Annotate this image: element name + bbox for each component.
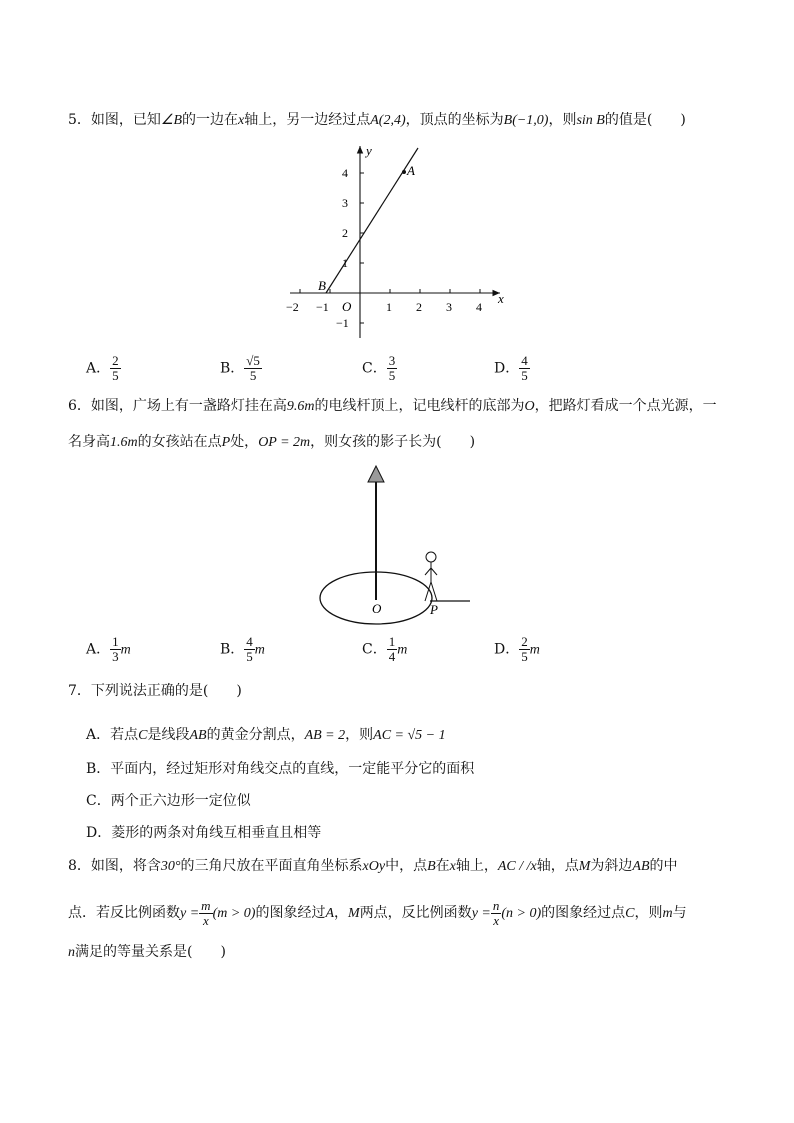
q8-stem-line2: 点．若反比例函数y = $\frac{m}{x}$ (m > 0)的图象经过A，M两点，反比例函数y = $\frac{n}{x}$ (n > 0)的图象经过点C，则m与 — [68, 897, 687, 928]
q5-sinb: sin B — [576, 113, 605, 128]
q7-stem: 7．下列说法正确的是( ) — [68, 683, 242, 699]
q5-text: 如图，已知 — [90, 112, 161, 128]
q5-option-c[interactable]: C． $\frac{3}{5}$ — [362, 353, 396, 383]
q5-label-origin: O — [342, 299, 352, 314]
q5-xtick: −1 — [316, 300, 329, 314]
q5-xtick: −2 — [286, 300, 299, 314]
q5-coordinate-figure — [280, 140, 520, 345]
q5-angle: ∠B — [160, 113, 183, 128]
q5-text: 的值是( ) — [604, 112, 686, 128]
q5-option-a[interactable]: A． $\frac{2}{5}$ — [86, 353, 119, 383]
q5-xtick: 3 — [446, 300, 452, 314]
q5-point-a: A(2,4) — [370, 113, 406, 128]
q7-option-d[interactable]: D．菱形的两条对角线互相垂直且相等 — [86, 825, 322, 841]
q8-stem-line3: n满足的等量关系是( ) — [68, 944, 226, 960]
q6-lamp-figure — [316, 460, 476, 630]
q5-ytick: 1 — [342, 256, 348, 270]
q6-option-b[interactable]: B． $\frac{4}{5}$ m — [220, 634, 265, 664]
q5-x: x — [238, 113, 245, 128]
q6-label-o: O — [372, 601, 382, 616]
q5-stem — [68, 110, 686, 131]
q5-ytick: 3 — [342, 196, 348, 210]
q7-option-b[interactable]: B．平面内，经过矩形对角线交点的直线，一定能平分它的面积 — [86, 761, 475, 777]
q5-ytick: 4 — [342, 166, 348, 180]
q5-label-y: y — [366, 143, 372, 158]
q5-xtick: 4 — [476, 300, 482, 314]
q5-label-a: A — [407, 163, 415, 178]
q6-lamp-arrowhead — [368, 466, 384, 482]
q5-text: 的一边在 — [182, 112, 239, 128]
q5-xtick: 1 — [386, 300, 392, 314]
q5-text: ，顶点的坐标为 — [405, 112, 504, 128]
q5-ray-ba — [326, 148, 418, 293]
q5-option-d[interactable]: D． $\frac{4}{5}$ — [494, 353, 528, 383]
q6-stem-line1: 6．如图，广场上有一盏路灯挂在高9.6m的电线杆顶上，记电线杆的底部为O，把路灯看成一个点光源，一 — [68, 398, 717, 414]
q5-xtick: 2 — [416, 300, 422, 314]
q6-option-a[interactable]: A． $\frac{1}{3}$ m — [86, 634, 131, 664]
q5-label-b: B — [318, 278, 326, 293]
q6-stem-line2: 名身高1.6m的女孩站在点P处，OP = 2m，则女孩的影子长为( ) — [68, 434, 476, 450]
q5-text: ，则 — [548, 112, 577, 128]
q7-option-c[interactable]: C．两个正六边形一定位似 — [86, 793, 251, 809]
q5-label-x: x — [498, 291, 504, 306]
q8-stem-line1: 8．如图，将含30°的三角尺放在平面直角坐标系xOy中，点B在x轴上，AC / /x轴，点M为斜边AB的中 — [68, 858, 678, 874]
q5-point-a-dot — [402, 170, 406, 174]
q5-point-b: B(−1,0) — [503, 113, 549, 128]
q7-option-a[interactable]: A．若点C是线段AB的黄金分割点，AB = 2，则AC = √5 − 1 — [86, 727, 446, 743]
q6-label-p: P — [430, 602, 438, 617]
q5-ytick: 2 — [342, 226, 348, 240]
q5-number: 5． — [68, 112, 91, 128]
q5-text: 轴上，另一边经过点 — [244, 112, 371, 128]
q6-option-c[interactable]: C． $\frac{1}{4}$ m — [362, 634, 408, 664]
q6-option-d[interactable]: D． $\frac{2}{5}$ m — [494, 634, 540, 664]
q5-option-b[interactable]: B． $\frac{√5}{5}$ — [220, 353, 260, 383]
q5-ytick: −1 — [336, 316, 349, 330]
